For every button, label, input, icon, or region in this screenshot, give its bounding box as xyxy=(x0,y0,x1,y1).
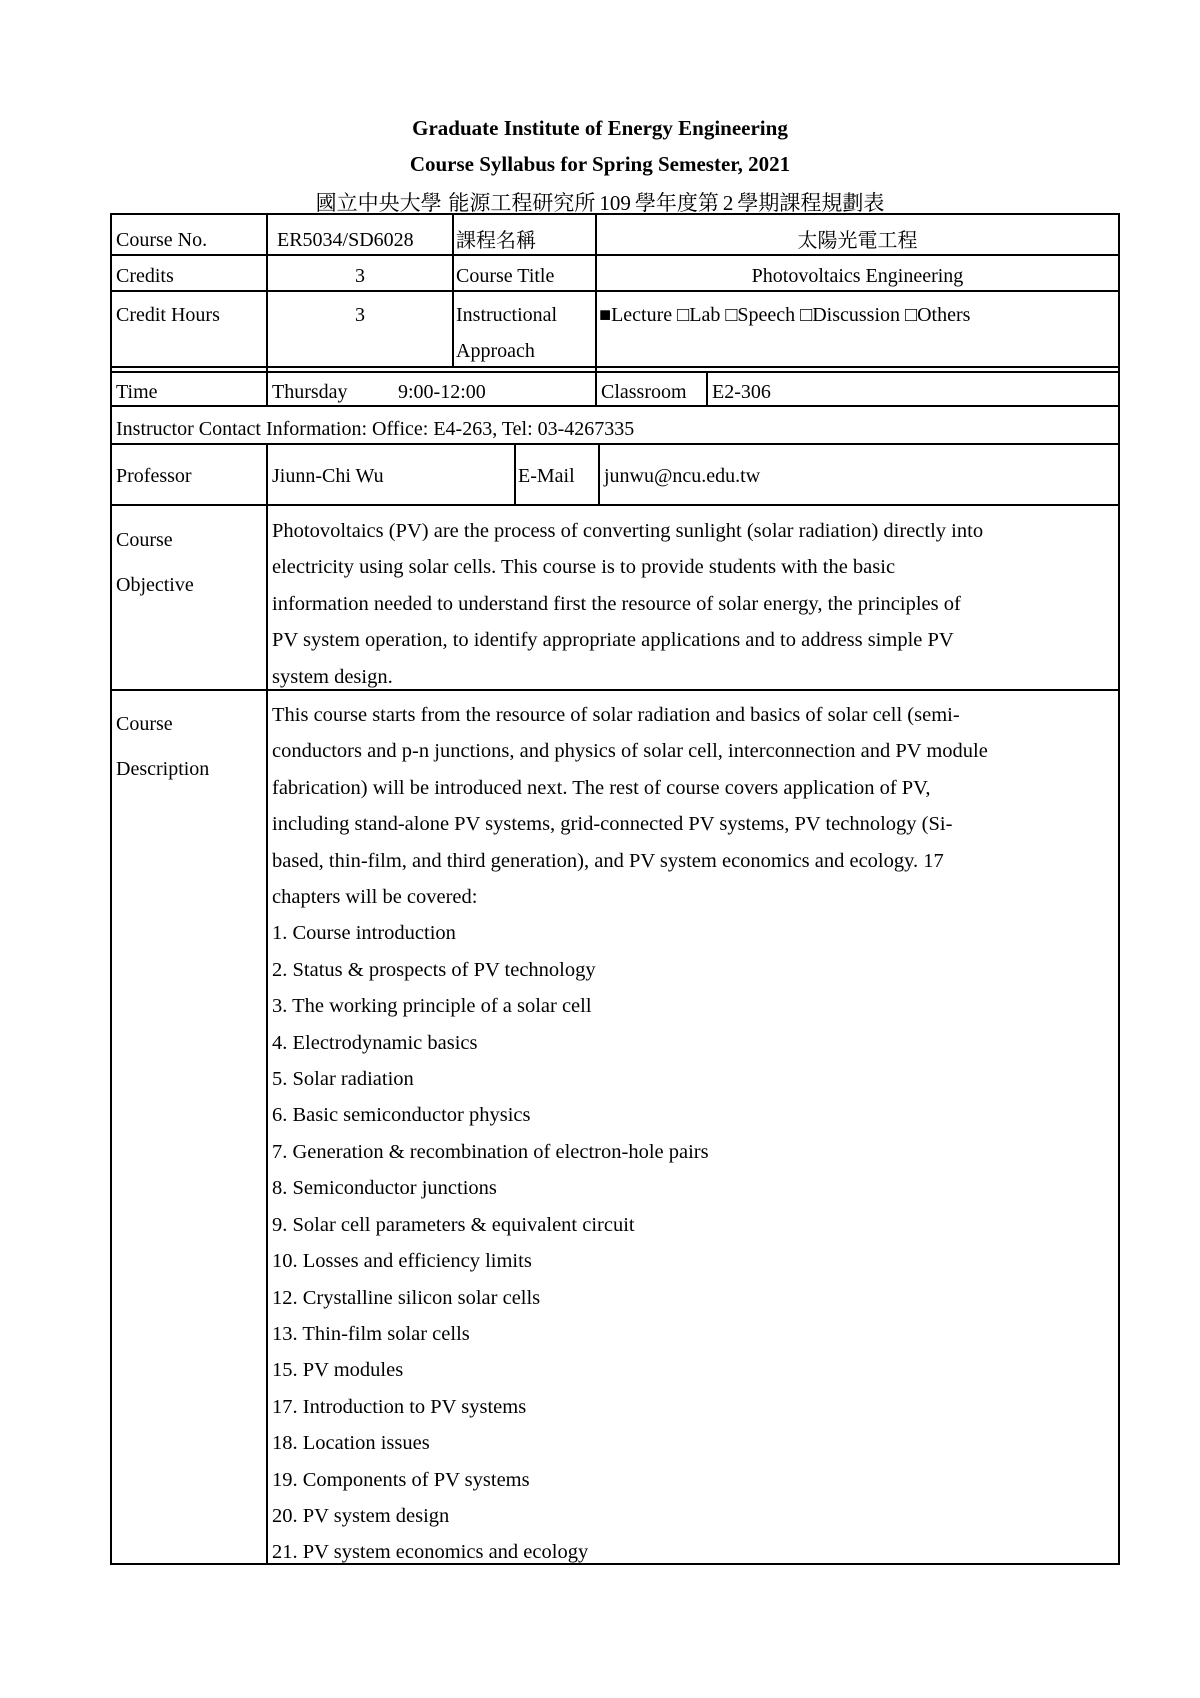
classroom-label: Classroom xyxy=(601,381,687,403)
credit-hours-value: 3 xyxy=(355,304,365,326)
objective-line: PV system operation, to identify appropriate applications and to address simple PV xyxy=(272,629,954,652)
chinese-title-semester: 2 xyxy=(722,191,734,215)
professor-label: Professor xyxy=(116,465,192,487)
time-value: 9:00-12:00 xyxy=(398,381,486,403)
credits-label: Credits xyxy=(116,265,174,287)
chapter-item: 20. PV system design xyxy=(272,1504,450,1527)
objective-line: information needed to understand first the resource of solar energy, the principles of xyxy=(272,592,961,615)
col-divider xyxy=(706,371,708,405)
chinese-title-year-suffix: 學年度第 xyxy=(634,191,719,215)
description-line: conductors and p-n junctions, and physics of solar cell, interconnection and PV module xyxy=(272,740,988,763)
row-divider xyxy=(110,371,1120,373)
chapter-item: 9. Solar cell parameters & equivalent circuit xyxy=(272,1213,635,1236)
description-line: based, thin-film, and third generation), and PV system economics and ecology. 17 xyxy=(272,849,944,872)
description-line: fabrication) will be introduced next. The rest of course covers application of PV, xyxy=(272,776,931,799)
row-divider xyxy=(110,504,1120,506)
objective-line: electricity using solar cells. This course is to provide students with the basic xyxy=(272,556,896,579)
col-divider xyxy=(514,443,516,504)
col-divider xyxy=(452,214,454,366)
email-label: E-Mail xyxy=(518,465,575,487)
description-line: including stand-alone PV systems, grid-connected PV systems, PV technology (Si- xyxy=(272,813,953,836)
col-divider xyxy=(266,443,268,1564)
chinese-title-year: 109 xyxy=(599,191,631,215)
chapter-item: 1. Course introduction xyxy=(272,922,456,945)
professor-value: Jiunn-Chi Wu xyxy=(272,465,384,487)
chapter-item: 21. PV system economics and ecology xyxy=(272,1541,589,1564)
syllabus-title: Course Syllabus for Spring Semester, 2021 xyxy=(409,152,791,176)
course-no-value: ER5034/SD6028 xyxy=(277,229,414,251)
email-value: junwu@ncu.edu.tw xyxy=(604,465,761,487)
approach-label-line2: Approach xyxy=(456,340,535,362)
chapter-item: 15. PV modules xyxy=(272,1359,404,1382)
institute-title: Graduate Institute of Energy Engineering xyxy=(412,116,788,140)
description-label-line1: Course xyxy=(116,713,173,735)
approach-label-line1: Instructional xyxy=(456,304,558,326)
chapter-item: 3. The working principle of a solar cell xyxy=(272,995,592,1018)
objective-text xyxy=(272,513,1118,695)
course-name-zh-value: 太陽光電工程 xyxy=(797,228,918,252)
objective-line: system design. xyxy=(272,665,393,688)
chapter-item: 18. Location issues xyxy=(272,1432,430,1455)
approach-options: ■Lecture □Lab □Speech □Discussion □Others xyxy=(599,304,971,326)
course-title-value: Photovoltaics Engineering xyxy=(751,265,964,287)
objective-label-line2: Objective xyxy=(116,574,194,596)
course-name-zh-label: 課程名稱 xyxy=(456,228,536,252)
row-divider xyxy=(110,366,1120,368)
chapter-item: 10. Losses and efficiency limits xyxy=(272,1250,532,1273)
instructor-contact: Instructor Contact Information: Office: E4-263, Tel: 03-4267335 xyxy=(116,418,635,440)
credit-hours-label: Credit Hours xyxy=(116,304,220,326)
description-line: chapters will be covered: xyxy=(272,886,478,909)
classroom-value: E2-306 xyxy=(712,381,771,403)
objective-line: Photovoltaics (PV) are the process of converting sunlight (solar radiation) directly into xyxy=(272,520,984,542)
chapter-item: 7. Generation & recombination of electron-hole pairs xyxy=(272,1140,709,1163)
course-title-label: Course Title xyxy=(456,265,555,287)
chapter-item: 8. Semiconductor junctions xyxy=(272,1177,497,1200)
col-divider xyxy=(598,443,600,504)
chapter-item: 2. Status & prospects of PV technology xyxy=(272,958,596,981)
chapter-item: 19. Components of PV systems xyxy=(272,1468,530,1491)
description-line: This course starts from the resource of solar radiation and basics of solar cell (semi- xyxy=(272,704,960,726)
time-label: Time xyxy=(116,381,158,403)
time-day: Thursday xyxy=(272,381,348,403)
objective-label-line1: Course xyxy=(116,529,173,551)
chapter-item: 12. Crystalline silicon solar cells xyxy=(272,1286,541,1309)
credits-value: 3 xyxy=(355,265,365,287)
description-label-line2: Description xyxy=(116,758,210,780)
chapter-item: 13. Thin-film solar cells xyxy=(272,1322,470,1345)
chinese-title-suffix: 學期課程規劃表 xyxy=(737,191,885,215)
chinese-title-school: 國立中央大學 能源工程研究所 xyxy=(315,191,596,215)
chapter-item: 17. Introduction to PV systems xyxy=(272,1395,527,1418)
course-no-label: Course No. xyxy=(116,229,208,251)
chapter-item: 6. Basic semiconductor physics xyxy=(272,1104,531,1127)
chapter-item: 5. Solar radiation xyxy=(272,1068,414,1091)
description-text xyxy=(272,697,1118,1571)
chapter-item: 4. Electrodynamic basics xyxy=(272,1031,478,1054)
